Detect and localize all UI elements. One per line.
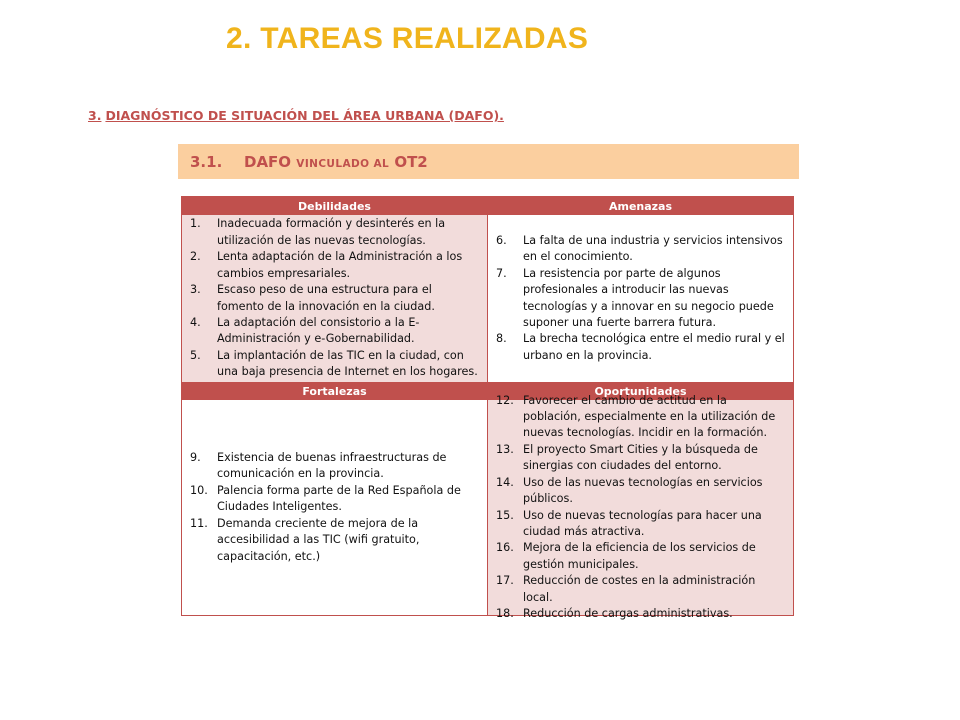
item-text: Reducción de cargas administrativas.	[523, 606, 733, 620]
banner-label-end: OT2	[394, 152, 428, 171]
item-number: 2.	[190, 250, 201, 264]
oportunidades-list	[488, 393, 793, 623]
fortalezas-cell	[182, 400, 487, 615]
item-number: 6.	[496, 233, 507, 247]
item-text: Escaso peso de una estructura para el fomento de la innovación en la ciudad.	[217, 283, 435, 313]
item-text: Uso de nuevas tecnologías para hacer una ciudad más atractiva.	[523, 508, 762, 538]
debilidades-item	[182, 249, 487, 282]
oportunidades-item	[488, 442, 793, 475]
debilidades-item	[182, 348, 487, 381]
item-text: Uso de las nuevas tecnologías en servicios públicos.	[523, 475, 763, 506]
item-number: 10.	[190, 483, 208, 497]
item-number: 16.	[496, 541, 514, 555]
header-debilidades: Debilidades	[182, 197, 487, 215]
item-number: 17.	[496, 574, 514, 588]
amenazas-item	[488, 331, 793, 364]
item-number: 13.	[496, 442, 514, 456]
oportunidades-cell	[488, 393, 793, 620]
oportunidades-item	[488, 475, 793, 508]
item-number: 11.	[190, 516, 208, 530]
banner-label-main: DAFO	[244, 152, 292, 171]
item-text: Lenta adaptación de la Administración a los cambios empresariales.	[217, 250, 463, 280]
item-number: 15.	[496, 508, 514, 522]
banner-number: 3.1.	[190, 152, 223, 171]
item-number: 12.	[496, 393, 514, 407]
item-number: 14.	[496, 475, 514, 489]
header-oportunidades: Oportunidades	[488, 382, 793, 400]
item-text: La implantación de las TIC en la ciudad, con una baja presencia de Internet en los hogares.	[217, 348, 478, 379]
item-text: Reducción de costes en la administración local.	[523, 574, 756, 604]
item-number: 5.	[190, 348, 201, 362]
item-text: Existencia de buenas infraestructuras de comunicación en la provincia.	[217, 451, 447, 481]
item-number: 8.	[496, 332, 507, 346]
item-number: 4.	[190, 315, 201, 329]
oportunidades-item	[488, 393, 793, 442]
item-text: El proyecto Smart Cities y la búsqueda de sinergias con ciudades del entorno.	[523, 442, 758, 473]
item-number: 1.	[190, 217, 201, 231]
section-number: 3.	[88, 108, 102, 123]
dafo-table	[181, 196, 794, 620]
fortalezas-item	[182, 483, 487, 516]
banner-label-small: VINCULADO AL	[296, 157, 390, 170]
section-heading	[88, 108, 504, 123]
amenazas-list	[488, 233, 793, 364]
item-text: Mejora de la eficiencia de los servicios de gestión municipales.	[523, 541, 756, 571]
debilidades-item	[182, 315, 487, 348]
item-text: La brecha tecnológica entre el medio rural y el urbano en la provincia.	[523, 332, 785, 362]
item-number: 7.	[496, 266, 507, 280]
item-text: Inadecuada formación y desinterés en la utilización de las nuevas tecnologías.	[217, 217, 446, 247]
oportunidades-item	[488, 508, 793, 541]
amenazas-item	[488, 233, 793, 266]
item-text: Demanda creciente de mejora de la accesibilidad a las TIC (wifi gratuito, capacitación, etc.)	[217, 516, 420, 563]
fortalezas-item	[182, 516, 487, 565]
item-text: La falta de una industria y servicios intensivos en el conocimiento.	[523, 233, 783, 264]
amenazas-item	[488, 266, 793, 332]
fortalezas-item	[182, 450, 487, 483]
header-amenazas: Amenazas	[488, 197, 793, 215]
oportunidades-item	[488, 606, 793, 622]
banner-label	[244, 153, 428, 171]
debilidades-item	[182, 282, 487, 315]
amenazas-cell	[488, 215, 793, 382]
item-number: 18.	[496, 606, 514, 620]
item-text: Favorecer el cambio de actitud en la población, especialmente en la utilización de nuevas tecnologías. Incidir en la formación.	[523, 393, 776, 440]
oportunidades-item	[488, 573, 793, 606]
item-number: 9.	[190, 451, 201, 465]
item-text: La resistencia por parte de algunos profesionales a introducir las nuevas tecnologías y a innovar en su negocio puede suponer una fuerte barrera futura.	[523, 266, 774, 329]
item-number: 3.	[190, 283, 201, 297]
debilidades-list	[182, 216, 487, 380]
item-text: La adaptación del consistorio a la E-Administración y e-Gobernabilidad.	[217, 315, 420, 346]
fortalezas-list	[182, 450, 487, 565]
section-text: DIAGNÓSTICO DE SITUACIÓN DEL ÁREA URBANA (DAFO).	[105, 108, 504, 123]
header-fortalezas: Fortalezas	[182, 382, 487, 400]
item-text: Palencia forma parte de la Red Española de Ciudades Inteligentes.	[217, 483, 461, 514]
oportunidades-item	[488, 540, 793, 573]
dafo-banner	[178, 144, 799, 179]
debilidades-item	[182, 216, 487, 249]
debilidades-cell	[182, 215, 487, 382]
slide-title: 2. TAREAS REALIZADAS	[226, 22, 589, 55]
